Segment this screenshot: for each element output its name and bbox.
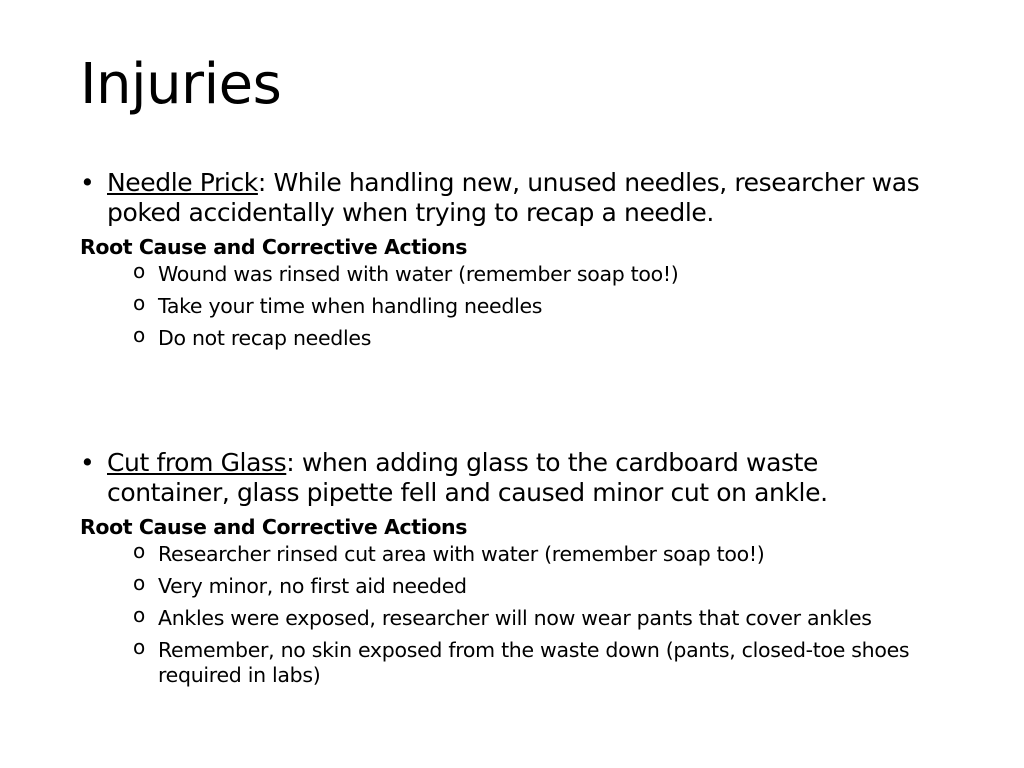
list-item-text: Ankles were exposed, researcher will now wear pants that cover ankles <box>158 606 872 630</box>
corrective-actions-list <box>80 539 940 688</box>
main-bullet <box>80 168 940 228</box>
list-item-text: Do not recap needles <box>158 326 372 350</box>
list-item <box>80 571 938 599</box>
injury-section-needle-prick <box>80 168 940 358</box>
injury-description: : While handling new, unused needles, researcher was poked accidentally when trying to recap a needle. <box>107 168 920 227</box>
corrective-actions-list <box>80 259 940 351</box>
bullet-dot-icon: • <box>80 448 95 477</box>
circle-bullet-icon: o <box>133 291 145 315</box>
root-cause-heading: Root Cause and Corrective Actions <box>80 515 468 539</box>
list-item-text: Very minor, no first aid needed <box>158 574 467 598</box>
circle-bullet-icon: o <box>133 603 145 627</box>
list-item <box>80 291 938 319</box>
injury-term: Cut from Glass <box>107 448 287 477</box>
list-item <box>80 323 938 351</box>
list-item-text: Remember, no skin exposed from the waste down (pants, closed-toe shoes required in labs) <box>158 638 910 687</box>
slide-title: Injuries <box>80 52 282 117</box>
circle-bullet-icon: o <box>133 635 145 659</box>
list-item-text: Wound was rinsed with water (remember soap too!) <box>158 262 679 286</box>
list-item <box>80 603 938 631</box>
list-item <box>80 635 938 688</box>
list-item-text: Take your time when handling needles <box>158 294 543 318</box>
list-item-text: Researcher rinsed cut area with water (remember soap too!) <box>158 542 765 566</box>
main-bullet <box>80 448 940 508</box>
list-item <box>80 539 938 567</box>
circle-bullet-icon: o <box>133 323 145 347</box>
list-item <box>80 259 938 287</box>
injury-description: : when adding glass to the cardboard waste container, glass pipette fell and caused minor cut on ankle. <box>107 448 828 507</box>
injury-term: Needle Prick <box>107 168 258 197</box>
circle-bullet-icon: o <box>133 259 145 283</box>
injury-section-cut-from-glass <box>80 448 940 695</box>
root-cause-heading: Root Cause and Corrective Actions <box>80 235 468 259</box>
circle-bullet-icon: o <box>133 571 145 595</box>
circle-bullet-icon: o <box>133 539 145 563</box>
bullet-dot-icon: • <box>80 168 95 197</box>
